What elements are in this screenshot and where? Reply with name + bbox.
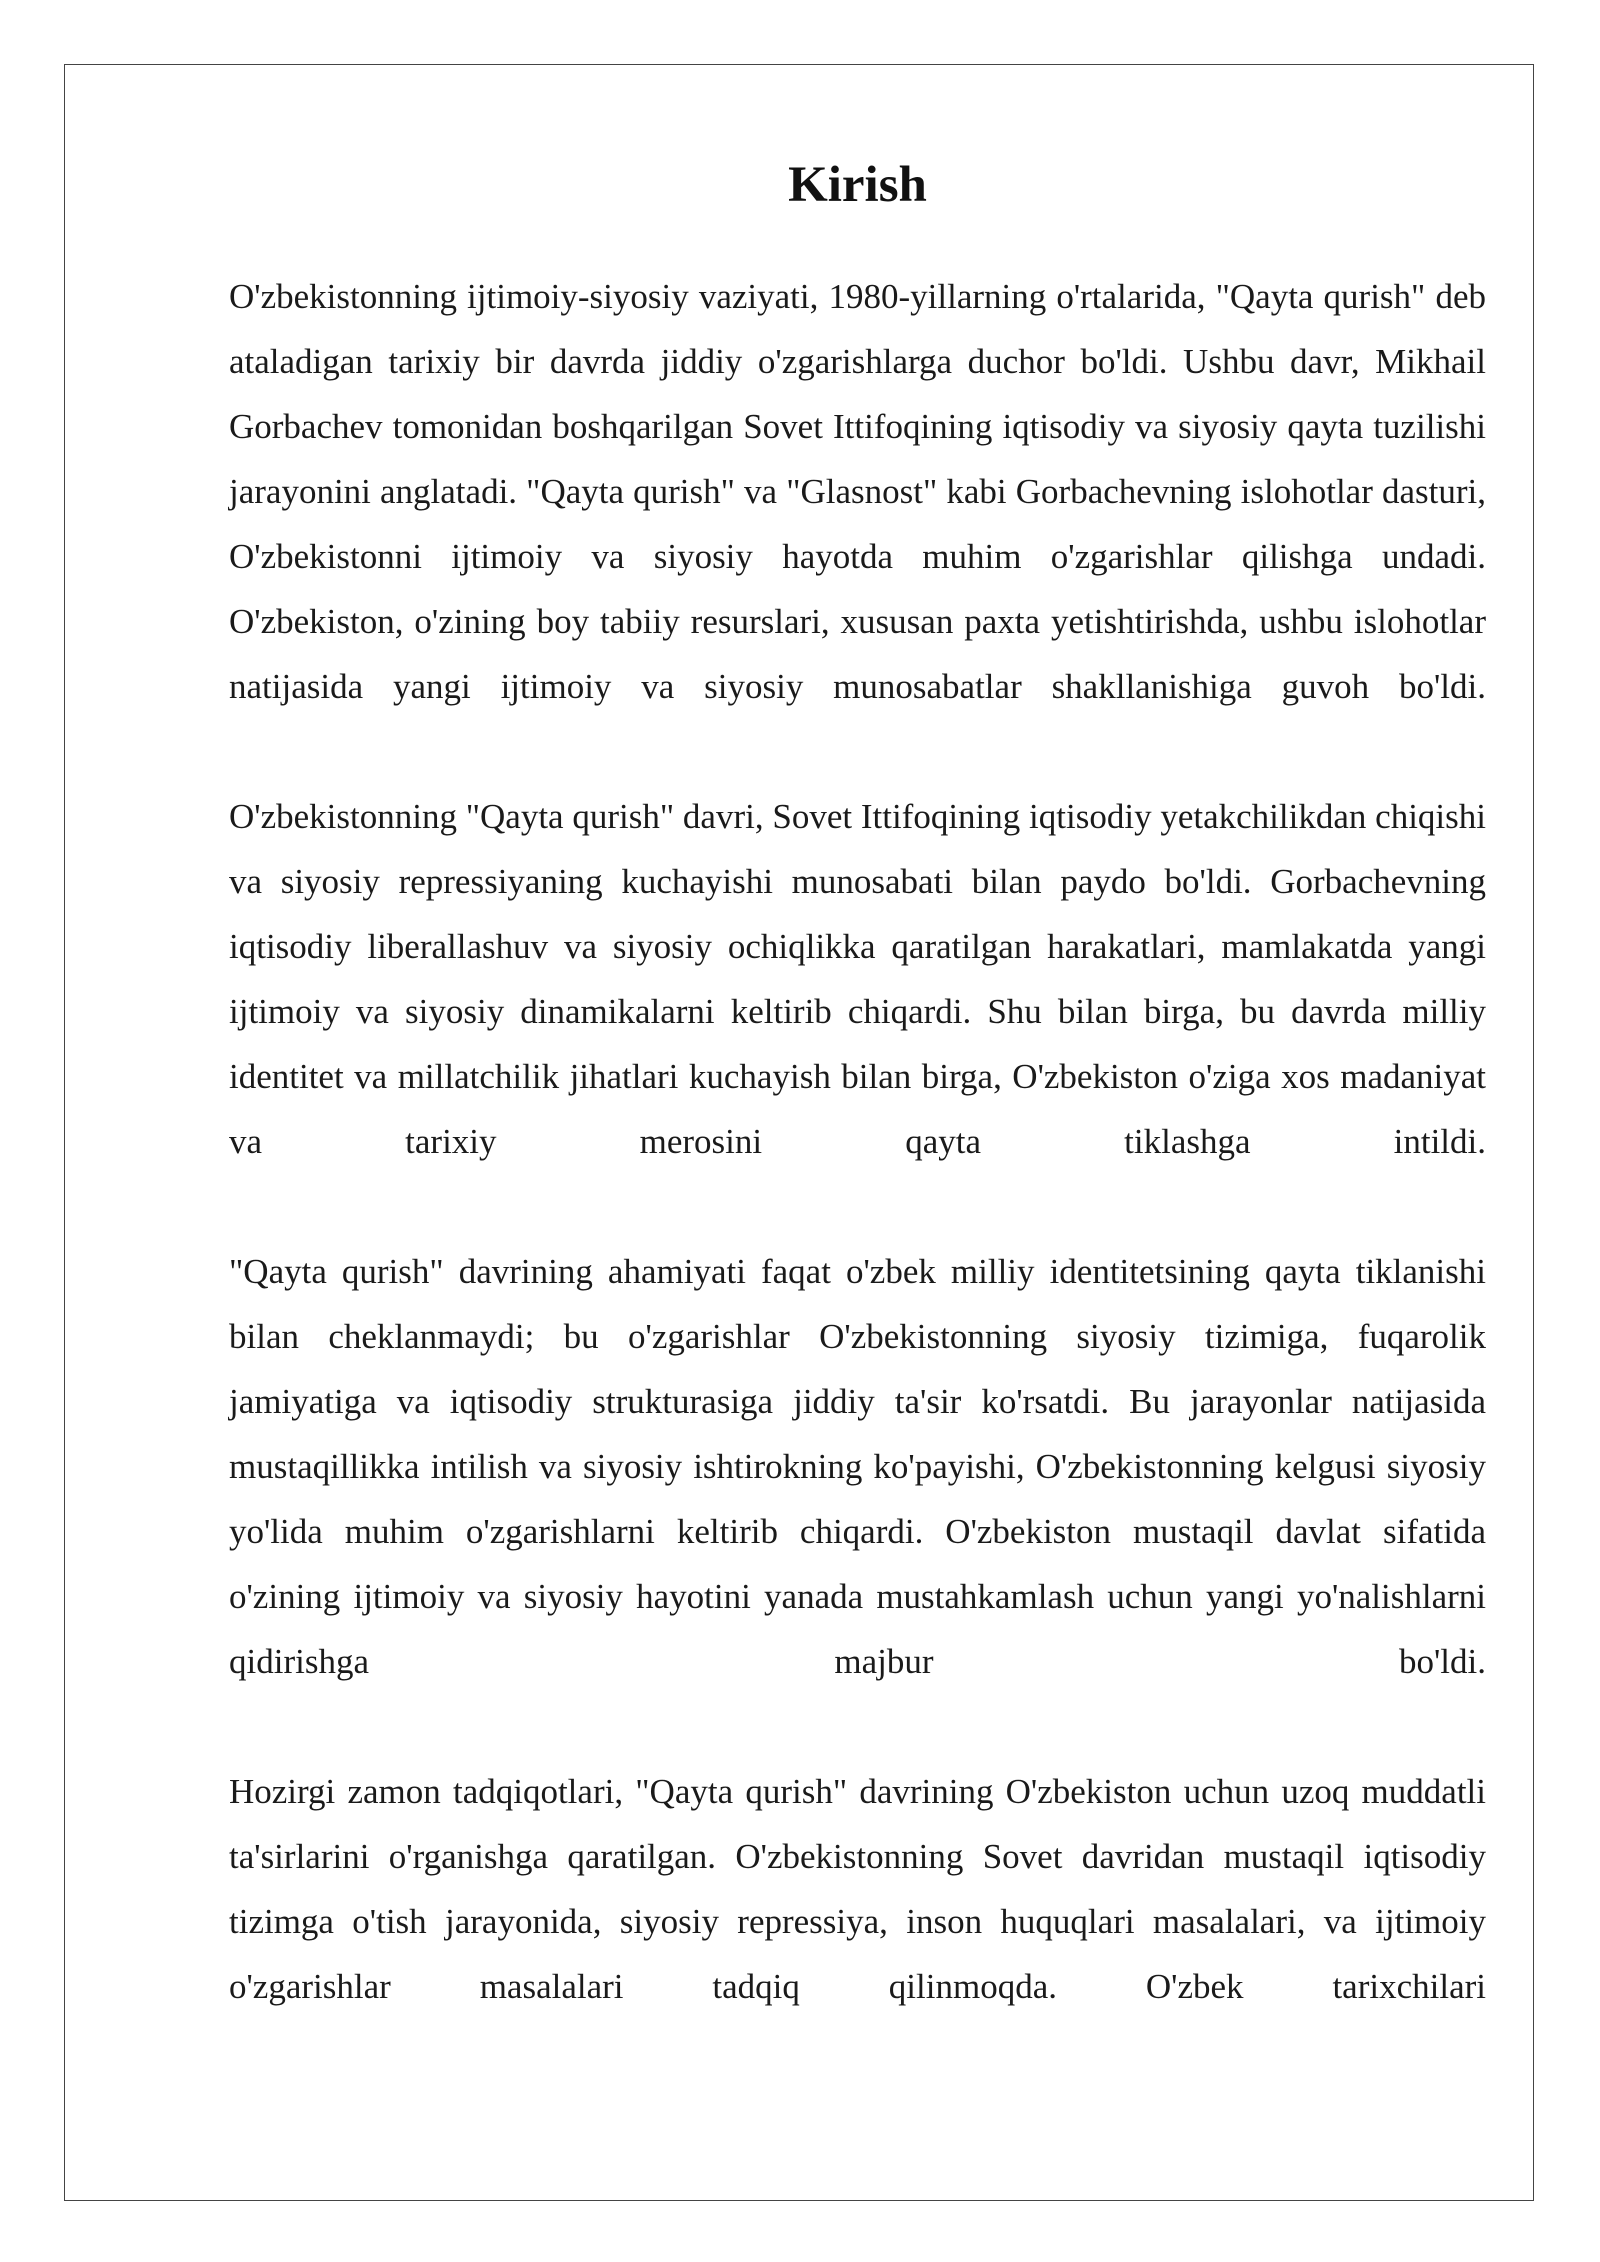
paragraph-4: Hozirgi zamon tadqiqotlari, "Qayta qurish" davrining O'zbekiston uchun uzoq muddatli ta'sirlarini o'rganishga qaratilgan. O'zbekistonning Sovet davridan mustaqil iqtisodiy tizimga o'tish jarayonida, siyosiy repressiya, inson huquqlari masalalari, va ijtimoiy o'zgarishlar masalalari tadqiq qilinmoqda. O'zbek tarixchilari (229, 1772, 1486, 2006)
document-body (229, 140, 1486, 2019)
paragraph-3: "Qayta qurish" davrining ahamiyati faqat o'zbek milliy identitetsining qayta tiklanishi bilan cheklanmaydi; bu o'zgarishlar O'zbekistonning siyosiy tizimiga, fuqarolik jamiyatiga va iqtisodiy strukturasiga jiddiy ta'sir ko'rsatdi. Bu jarayonlar natijasida mustaqillikka intilish va siyosiy ishtirokning ko'payishi, O'zbekistonning kelgusi siyosiy yo'lida muhim o'zgarishlarni keltirib chiqardi. O'zbekiston mustaqil davlat sifatida o'zining ijtimoiy va siyosiy hayotini yanada mustahkamlash uchun yangi yo'nalishlarni qidirishga majbur bo'ldi. (229, 1252, 1486, 1681)
paragraph-2: O'zbekistonning "Qayta qurish" davri, Sovet Ittifoqining iqtisodiy yetakchilikdan chiqishi va siyosiy repressiyaning kuchayishi munosabati bilan paydo bo'ldi. Gorbachevning iqtisodiy liberallashuv va siyosiy ochiqlikka qaratilgan harakatlari, mamlakatda yangi ijtimoiy va siyosiy dinamikalarni keltirib chiqardi. Shu bilan birga, bu davrda milliy identitet va millatchilik jihatlari kuchayish bilan birga, O'zbekiston o'ziga xos madaniyat va tarixiy merosini qayta tiklashga intildi. (229, 797, 1486, 1161)
document-title: Kirish (788, 157, 927, 213)
paragraph-1: O'zbekistonning ijtimoiy-siyosiy vaziyati, 1980-yillarning o'rtalarida, "Qayta qurish" deb ataladigan tarixiy bir davrda jiddiy o'zgarishlarga duchor bo'ldi. Ushbu davr, Mikhail Gorbachev tomonidan boshqarilgan Sovet Ittifoqining iqtisodiy va siyosiy qayta tuzilishi jarayonini anglatadi. "Qayta qurish" va "Glasnost" kabi Gorbachevning islohotlar dasturi, O'zbekistonni ijtimoiy va siyosiy hayotda muhim o'zgarishlar qilishga undadi. O'zbekiston, o'zining boy tabiiy resurslari, xususan paxta yetishtirishda, ushbu islohotlar natijasida yangi ijtimoiy va siyosiy munosabatlar shakllanishiga guvoh bo'ldi. (229, 277, 1486, 706)
